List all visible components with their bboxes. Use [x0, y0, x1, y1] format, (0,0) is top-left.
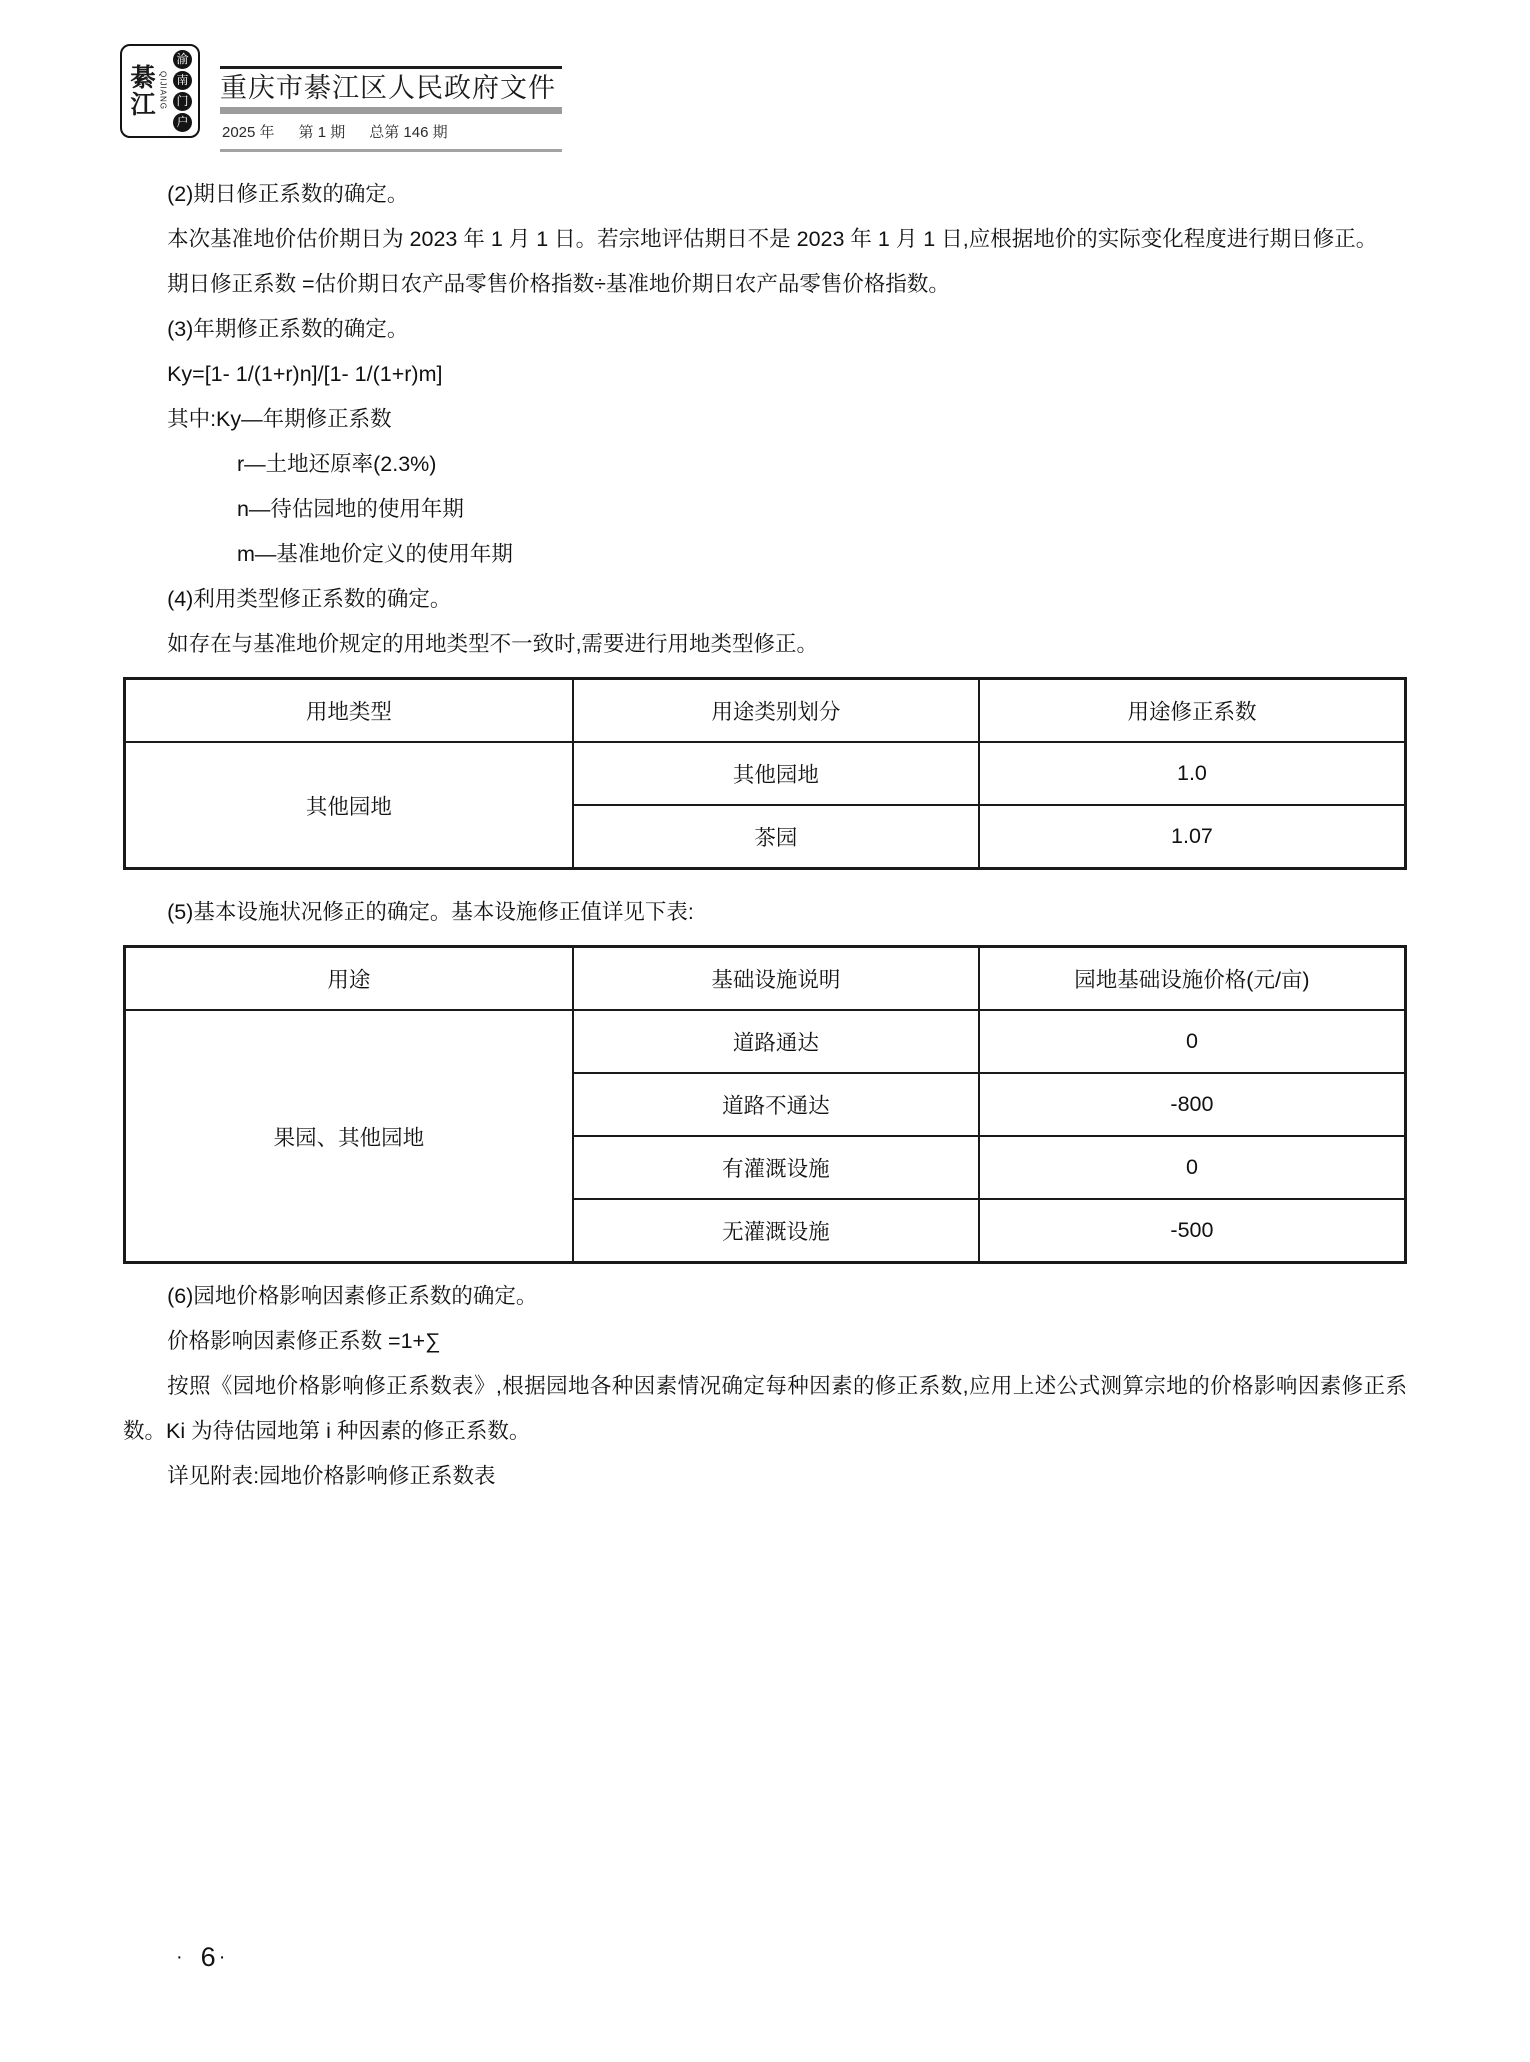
- government-logo: [120, 44, 200, 138]
- table-cell: 其他园地: [573, 742, 979, 805]
- page-number-dot: ·: [218, 1946, 226, 1968]
- section-2-heading: (2)期日修正系数的确定。: [167, 182, 409, 206]
- table-cell: 道路不通达: [573, 1073, 979, 1136]
- issue-total: 总第 146 期: [369, 124, 448, 141]
- table-header-cell: 用途修正系数: [979, 679, 1406, 743]
- section-4-paragraph: 如存在与基准地价规定的用地类型不一致时,需要进行用地类型修正。: [167, 632, 819, 656]
- m-definition: m—基准地价定义的使用年期: [236, 542, 513, 566]
- section-5-heading: (5)基本设施状况修正的确定。基本设施修正值详见下表:: [167, 900, 694, 924]
- merged-use-type-cell: 果园、其他园地: [125, 1010, 573, 1263]
- table-cell: 0: [979, 1136, 1406, 1199]
- logo-seal-column: [173, 50, 192, 132]
- table-header-row: [125, 679, 1406, 743]
- table-row: [125, 742, 1406, 805]
- issue-number: 第 1 期: [298, 124, 346, 141]
- divider-bottom-rule: [220, 149, 562, 152]
- table-header-cell: 基础设施说明: [573, 947, 979, 1011]
- ky-formula: Ky=[1- 1/(1+r)n]/[1- 1/(1+r)m]: [167, 362, 443, 386]
- table-cell: -800: [979, 1073, 1406, 1136]
- section-2-paragraph: 本次基准地价估价期日为 2023 年 1 月 1 日。若宗地评估期日不是 2023 年 1 月 1 日,应根据地价的实际变化程度进行期日修正。: [167, 227, 1378, 251]
- table-header-row: [125, 947, 1406, 1011]
- section-3-heading: (3)年期修正系数的确定。: [167, 317, 409, 341]
- section-6-paragraph: 按照《园地价格影响修正系数表》,根据园地各种因素情况确定每种因素的修正系数,应用上述公式测算宗地的价格影响因素修正系数。Ki 为待估园地第 i 种因素的修正系数。: [123, 1374, 1407, 1443]
- table-cell: 有灌溉设施: [573, 1136, 979, 1199]
- table-cell: 1.0: [979, 742, 1406, 805]
- table-cell: -500: [979, 1199, 1406, 1263]
- n-definition: n—待估园地的使用年期: [236, 497, 464, 521]
- table-cell: 0: [979, 1010, 1406, 1073]
- table-cell: 道路通达: [573, 1010, 979, 1073]
- divider-gray-bar: [220, 107, 562, 114]
- seal-icon: 渝: [173, 50, 192, 69]
- table-header-cell: 园地基础设施价格(元/亩): [979, 947, 1406, 1011]
- price-factor-formula: 价格影响因素修正系数 =1+∑: [167, 1329, 441, 1353]
- date-correction-formula: 期日修正系数 =估价期日农产品零售价格指数÷基准地价期日农产品零售价格指数。: [167, 272, 950, 296]
- r-definition: r—土地还原率(2.3%): [236, 452, 437, 476]
- ky-definition: 其中:Ky—年期修正系数: [167, 407, 392, 431]
- table-header-cell: 用地类型: [125, 679, 573, 743]
- section-6-heading: (6)园地价格影响因素修正系数的确定。: [167, 1284, 538, 1308]
- appendix-note: 详见附表:园地价格影响修正系数表: [167, 1464, 496, 1488]
- logo-name-vertical: 綦江: [127, 64, 155, 118]
- seal-icon: 门: [173, 92, 192, 111]
- page-number: 6: [200, 1942, 216, 1972]
- table-header-cell: 用途类别划分: [573, 679, 979, 743]
- issue-year: 2025 年: [222, 124, 275, 141]
- page-number-dot: ·: [176, 1946, 183, 1968]
- land-type-correction-table: [123, 677, 1407, 870]
- seal-icon: 南: [173, 71, 192, 90]
- infrastructure-correction-table: [123, 945, 1407, 1264]
- document-body: [123, 172, 1407, 1499]
- table-cell: 1.07: [979, 805, 1406, 869]
- table-row: [125, 1010, 1406, 1073]
- page-footer: [176, 1942, 225, 1973]
- issue-info: [220, 119, 562, 149]
- section-4-heading: (4)利用类型修正系数的确定。: [167, 587, 452, 611]
- masthead: [120, 44, 562, 152]
- document-title: 重庆市綦江区人民政府文件: [220, 73, 556, 103]
- table-header-cell: 用途: [125, 947, 573, 1011]
- seal-icon: 户: [173, 113, 192, 132]
- masthead-text-block: [220, 44, 562, 152]
- table-cell: 无灌溉设施: [573, 1199, 979, 1263]
- table-cell: 茶园: [573, 805, 979, 869]
- merged-land-type-cell: 其他园地: [125, 742, 573, 869]
- logo-latin-vertical: QIJIANG: [158, 71, 168, 111]
